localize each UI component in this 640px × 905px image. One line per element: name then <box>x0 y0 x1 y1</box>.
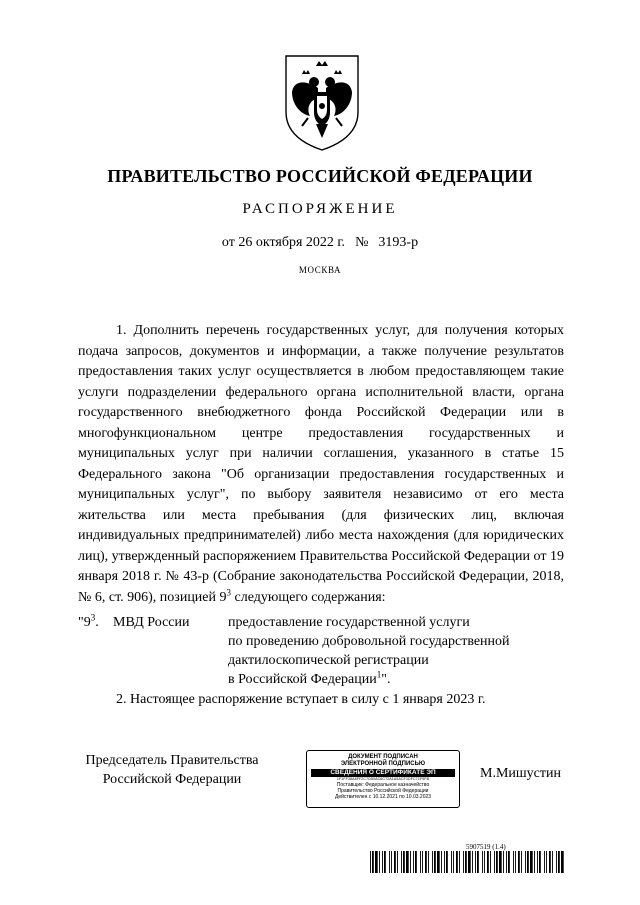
signatory-title <box>82 751 262 789</box>
document-date: от 26 октября 2022 г. <box>221 235 346 250</box>
barcode-bar <box>561 851 564 873</box>
entry-agency: МВД России <box>113 615 190 630</box>
barcode-bar <box>475 851 476 873</box>
barcode-bar <box>484 851 485 873</box>
barcode-bar <box>508 851 510 873</box>
barcode-bar <box>537 851 538 873</box>
paragraph-1-text: 1. Дополнить перечень государственных услуг, для получения которых подача запросов, документов и информации, а также получение результатов предоставления таких услуг осуществляется в любом предоставляющем такие услуги подразделении федерального органа исполнительной власти, органа государственного внебюджетного фонда Российской Федерации или в многофункциональном центре предоставления государственных и муниципальных услуг при наличии соглашения, указанного в статье 15 Федерального закона "Об организации предоставления государственных и муниципальных услуг", по выбору заявителя независимо от его места жительства или места пребывания (для физических лиц, включая индивидуальных предпринимателей) либо места нахождения (для юридических лиц), утвержденный распоряжением Правительства Российской Федерации от 19 января 2018 г. № 43-р (Собрание законодательства Российской Федерации, 2018, № 6, ст. 906), позицией 9 <box>78 323 564 605</box>
stamp-line: ЭЛЕКТРОННОЙ ПОДПИСЬЮ <box>340 761 426 767</box>
barcode-bar <box>422 851 423 873</box>
entry-number <box>78 613 99 632</box>
paragraph-2: 2. Настоящее распоряжение вступает в силу с 1 января 2023 г. <box>116 692 486 707</box>
entry-description-line <box>228 670 568 689</box>
barcode-bar <box>446 851 448 873</box>
barcode-bar <box>413 851 414 873</box>
entry-description <box>228 613 568 689</box>
entry-number-superscript: 3 <box>90 612 96 623</box>
barcode-bar <box>518 851 520 873</box>
entry-number-prefix: "9 <box>78 615 91 630</box>
barcode-bar <box>482 851 483 873</box>
entry-description-line: дактилоскопической регистрации <box>228 653 429 668</box>
paragraph-1-text-end: следующего содержания: <box>231 589 386 605</box>
barcode-bar <box>506 851 507 873</box>
barcode-bar <box>525 851 526 873</box>
entry-description-line: по проведению добровольной государственной <box>228 634 510 649</box>
barcode-bar <box>434 851 436 873</box>
barcode-bar <box>490 851 491 873</box>
barcode-bar <box>463 851 464 873</box>
barcode-bar <box>556 851 557 873</box>
barcode-bar <box>465 851 467 873</box>
barcode-bar <box>410 851 411 873</box>
stamp-certificate-label: СВЕДЕНИЯ О СЕРТИФИКАТЕ ЭП <box>311 769 455 777</box>
city: МОСКВА <box>298 265 342 275</box>
barcode-bar <box>477 851 479 873</box>
barcode-bar <box>456 851 458 873</box>
barcode-bar <box>403 851 405 873</box>
barcode-bar <box>503 851 504 873</box>
barcode-bar <box>544 851 545 873</box>
barcode-bar <box>530 851 533 873</box>
barcode-bar <box>499 851 502 873</box>
signatory-title-line: Председатель Правительства <box>85 753 259 768</box>
barcode-bar <box>420 851 421 873</box>
barcode-bar <box>494 851 495 873</box>
number-sign: № <box>355 235 369 250</box>
barcode-bar <box>521 851 522 873</box>
barcode-bar <box>379 851 380 873</box>
barcode-bar <box>468 851 471 873</box>
document-code: 5907519 (1.4) <box>466 843 506 851</box>
barcode-bar <box>372 851 374 873</box>
barcode-bar <box>370 851 371 873</box>
barcode-bar <box>389 851 390 873</box>
barcode-bar <box>453 851 454 873</box>
stamp-serial: 1F1FF38A8FF2C7D50AC6C72A1A5ACF1DFC71F9FB <box>336 777 430 781</box>
paragraph-1-superscript: 3 <box>226 586 232 597</box>
barcode-bar <box>496 851 498 873</box>
barcode-bar <box>558 851 560 873</box>
barcode-bar <box>513 851 514 873</box>
barcode-bar <box>515 851 516 873</box>
barcode-bar <box>428 851 429 873</box>
barcode-bar <box>384 851 386 873</box>
barcode-bar <box>472 851 473 873</box>
paragraph-1 <box>78 321 564 608</box>
stamp-line: ДОКУМЕНТ ПОДПИСАН <box>348 754 418 760</box>
barcode-bar <box>406 851 409 873</box>
entry-description-superscript: 1 <box>376 669 382 680</box>
barcode-bar <box>451 851 452 873</box>
barcode-bar <box>401 851 402 873</box>
entry-description-end: ". <box>381 672 391 687</box>
barcode-bar <box>487 851 489 873</box>
barcode-bar <box>437 851 440 873</box>
barcode-bar <box>415 851 417 873</box>
barcode-bar <box>459 851 460 873</box>
barcode-bar <box>394 851 396 873</box>
entry-description-text: в Российской Федерации <box>228 672 377 687</box>
barcode-bar <box>546 851 547 873</box>
barcode <box>370 851 567 873</box>
barcode-bar <box>375 851 378 873</box>
barcode-bar <box>444 851 445 873</box>
document-number: 3193-р <box>378 235 419 250</box>
government-title: ПРАВИТЕЛЬСТВО РОССИЙСКОЙ ФЕДЕРАЦИИ <box>107 166 533 186</box>
electronic-signature-stamp <box>306 750 460 808</box>
barcode-bar <box>391 851 392 873</box>
barcode-bar <box>397 851 398 873</box>
signatory-title-line: Российской Федерации <box>102 772 242 787</box>
barcode-bar <box>527 851 529 873</box>
stamp-issuer: Поставщик: Федеральное казначейство <box>336 782 430 788</box>
document-type: РАСПОРЯЖЕНИЕ <box>242 201 398 217</box>
barcode-bar <box>425 851 427 873</box>
entry-number-suffix: . <box>95 615 99 630</box>
barcode-bar <box>552 851 553 873</box>
signer-name: М.Мишустин <box>480 766 561 781</box>
barcode-bar <box>441 851 442 873</box>
stamp-validity: Действителен с 10.12.2021 по 10.03.2023 <box>334 794 432 800</box>
coat-of-arms-emblem <box>280 52 364 154</box>
stamp-owner: Правительство Российской Федерации <box>337 788 429 794</box>
entry-description-line: предоставление государственной услуги <box>228 615 470 630</box>
barcode-bar <box>534 851 535 873</box>
barcode-bar <box>549 851 551 873</box>
barcode-bar <box>432 851 433 873</box>
barcode-bar <box>382 851 383 873</box>
date-line <box>0 235 640 251</box>
barcode-bar <box>539 851 541 873</box>
